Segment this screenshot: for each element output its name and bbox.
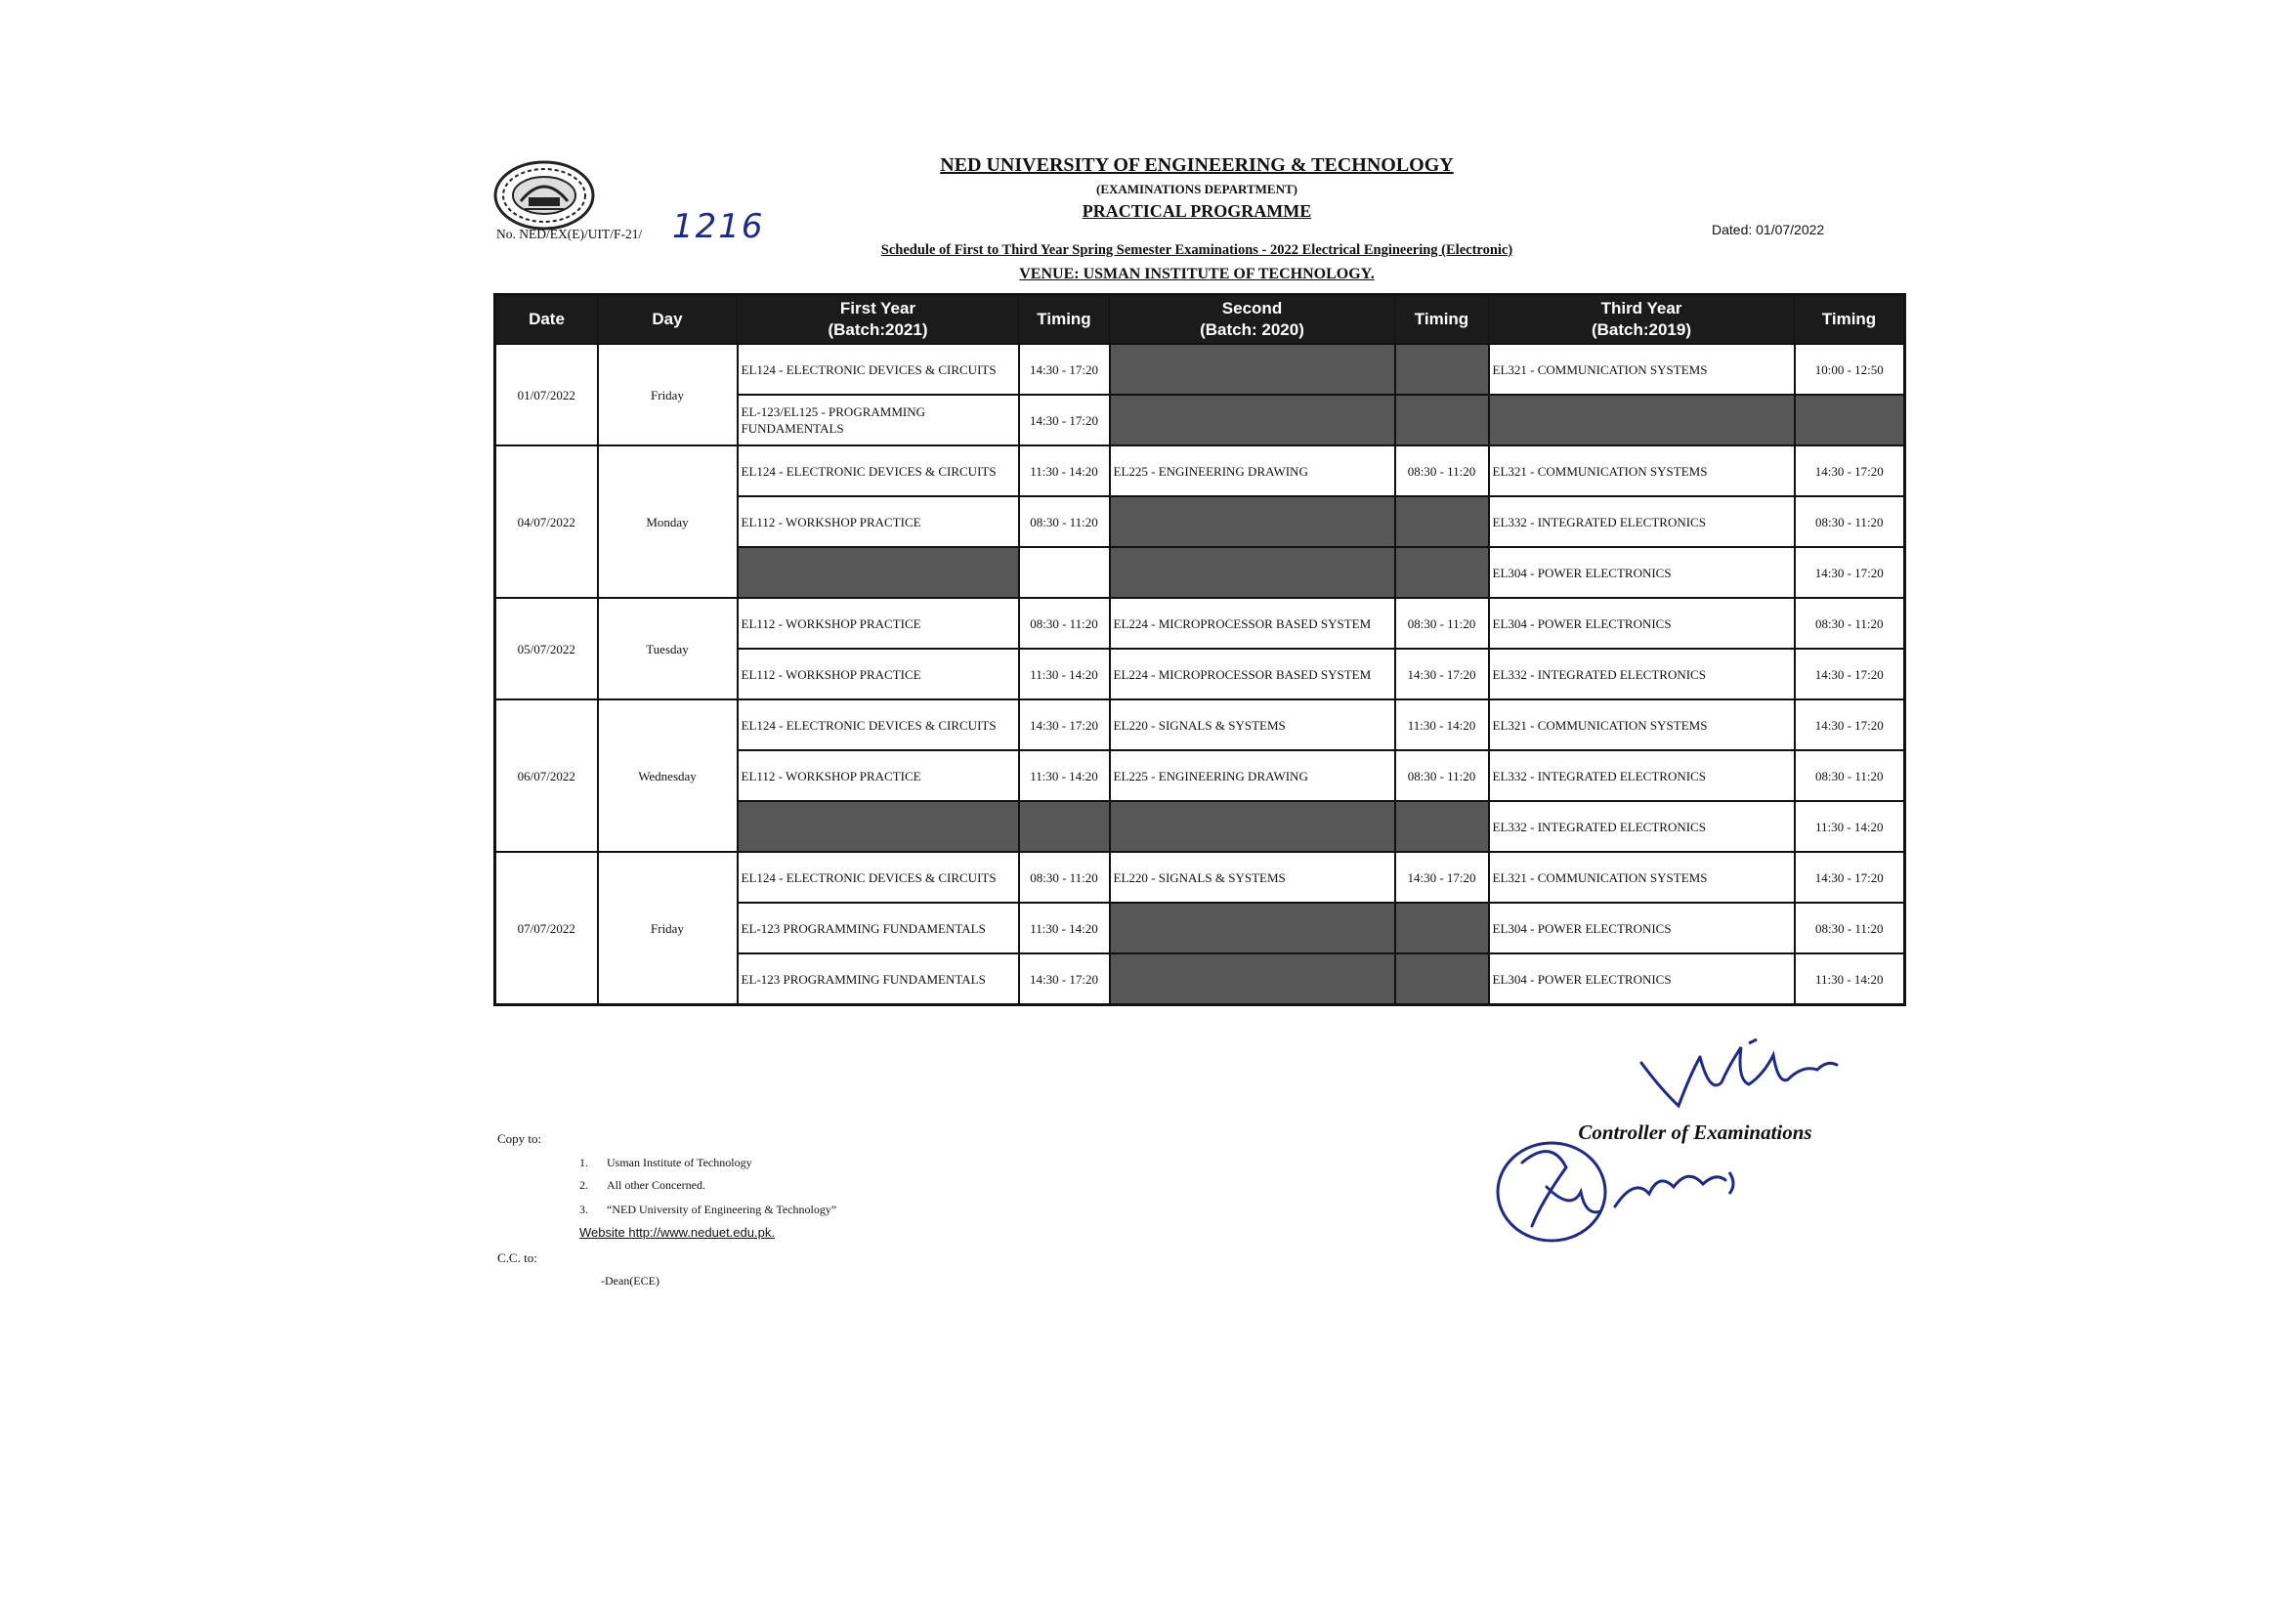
university-seal-logo — [491, 158, 597, 232]
third-year-subject-cell: EL304 - POWER ELECTRONICS — [1489, 953, 1795, 1005]
second-year-timing-cell — [1395, 547, 1489, 598]
second-year-timing-cell — [1395, 903, 1489, 953]
schedule-table — [493, 293, 1906, 1006]
table-row — [495, 445, 1905, 496]
header-first-year-label: First Year — [839, 299, 916, 317]
header-third-timing: Timing — [1795, 295, 1905, 345]
second-year-subject-cell: EL225 - ENGINEERING DRAWING — [1110, 750, 1395, 801]
second-year-subject-cell — [1110, 801, 1395, 852]
first-year-subject-cell: EL124 - ELECTRONIC DEVICES & CIRCUITS — [738, 344, 1019, 395]
second-year-subject-cell — [1110, 395, 1395, 445]
third-year-subject-cell: EL321 - COMMUNICATION SYSTEMS — [1489, 445, 1795, 496]
third-year-subject-cell: EL332 - INTEGRATED ELECTRONICS — [1489, 750, 1795, 801]
first-year-timing-cell: 11:30 - 14:20 — [1019, 649, 1110, 699]
copy-list-item: 2. All other Concerned. — [579, 1178, 705, 1192]
second-year-timing-cell — [1395, 395, 1489, 445]
copy-list-item: 1. Usman Institute of Technology — [579, 1156, 752, 1169]
third-year-subject-cell: EL321 - COMMUNICATION SYSTEMS — [1489, 699, 1795, 750]
third-year-subject-cell: EL304 - POWER ELECTRONICS — [1489, 598, 1795, 649]
third-year-timing-cell: 08:30 - 11:20 — [1795, 496, 1905, 547]
first-year-timing-cell: 08:30 - 11:20 — [1019, 852, 1110, 903]
second-year-timing-cell — [1395, 344, 1489, 395]
day-cell: Friday — [598, 344, 738, 445]
first-year-subject-cell: EL-123/EL125 - PROGRAMMING FUNDAMENTALS — [738, 395, 1019, 445]
second-year-subject-cell — [1110, 903, 1395, 953]
document-date: Dated: 01/07/2022 — [1712, 222, 1825, 237]
website-link[interactable]: Website http://www.neduet.edu.pk. — [579, 1225, 775, 1240]
first-year-timing-cell: 14:30 - 17:20 — [1019, 344, 1110, 395]
first-year-subject-cell — [738, 801, 1019, 852]
date-cell: 04/07/2022 — [495, 445, 598, 598]
schedule-body — [495, 344, 1905, 1005]
first-year-timing-cell: 08:30 - 11:20 — [1019, 598, 1110, 649]
third-year-subject-cell: EL321 - COMMUNICATION SYSTEMS — [1489, 344, 1795, 395]
day-cell: Tuesday — [598, 598, 738, 699]
reference-number-label: No. NED/EX(E)/UIT/F-21/ — [496, 227, 643, 241]
header-third-year-label: Third Year — [1600, 299, 1682, 317]
header-third-year — [1489, 295, 1795, 345]
second-year-subject-cell: EL224 - MICROPROCESSOR BASED SYSTEM — [1110, 649, 1395, 699]
first-year-subject-cell: EL112 - WORKSHOP PRACTICE — [738, 649, 1019, 699]
header-day: Day — [598, 295, 738, 345]
table-row — [495, 344, 1905, 395]
second-year-subject-cell: EL220 - SIGNALS & SYSTEMS — [1110, 699, 1395, 750]
second-year-timing-cell — [1395, 496, 1489, 547]
second-year-subject-cell — [1110, 547, 1395, 598]
table-row — [495, 852, 1905, 903]
first-year-subject-cell: EL112 - WORKSHOP PRACTICE — [738, 496, 1019, 547]
first-year-subject-cell: EL112 - WORKSHOP PRACTICE — [738, 598, 1019, 649]
first-year-timing-cell: 14:30 - 17:20 — [1019, 953, 1110, 1005]
controller-title: Controller of Examinations — [1578, 1121, 1812, 1144]
first-year-subject-cell: EL124 - ELECTRONIC DEVICES & CIRCUITS — [738, 852, 1019, 903]
second-year-timing-cell: 08:30 - 11:20 — [1395, 445, 1489, 496]
third-year-subject-cell: EL304 - POWER ELECTRONICS — [1489, 547, 1795, 598]
table-header-row — [495, 295, 1905, 345]
third-year-subject-cell: EL332 - INTEGRATED ELECTRONICS — [1489, 801, 1795, 852]
first-year-timing-cell: 14:30 - 17:20 — [1019, 395, 1110, 445]
third-year-timing-cell: 14:30 - 17:20 — [1795, 852, 1905, 903]
first-year-timing-cell: 11:30 - 14:20 — [1019, 750, 1110, 801]
second-year-subject-cell: EL225 - ENGINEERING DRAWING — [1110, 445, 1395, 496]
cc-recipient: -Dean(ECE) — [601, 1274, 659, 1288]
header-second-timing: Timing — [1395, 295, 1489, 345]
stamp-signature-icon — [1493, 1133, 1747, 1255]
first-year-subject-cell — [738, 547, 1019, 598]
header-second-year-batch: (Batch: 2020) — [1200, 320, 1304, 339]
programme-title: PRACTICAL PROGRAMME — [1082, 201, 1312, 221]
third-year-timing-cell: 10:00 - 12:50 — [1795, 344, 1905, 395]
third-year-subject-cell — [1489, 395, 1795, 445]
table-row — [495, 598, 1905, 649]
first-year-subject-cell: EL124 - ELECTRONIC DEVICES & CIRCUITS — [738, 699, 1019, 750]
venue-title: VENUE: USMAN INSTITUTE OF TECHNOLOGY. — [1019, 266, 1375, 282]
third-year-timing-cell: 11:30 - 14:20 — [1795, 801, 1905, 852]
date-cell: 05/07/2022 — [495, 598, 598, 699]
second-year-timing-cell: 14:30 - 17:20 — [1395, 852, 1489, 903]
schedule-title: Schedule of First to Third Year Spring Semester Examinations - 2022 Electrical Engineering (Electronic) — [880, 242, 1513, 258]
department-name: (EXAMINATIONS DEPARTMENT) — [1096, 182, 1297, 196]
third-year-timing-cell — [1795, 395, 1905, 445]
signature-icon — [1632, 1036, 1847, 1123]
first-year-timing-cell: 11:30 - 14:20 — [1019, 903, 1110, 953]
third-year-timing-cell: 08:30 - 11:20 — [1795, 903, 1905, 953]
first-year-timing-cell — [1019, 547, 1110, 598]
second-year-subject-cell — [1110, 496, 1395, 547]
third-year-timing-cell: 08:30 - 11:20 — [1795, 598, 1905, 649]
header-date: Date — [495, 295, 598, 345]
third-year-timing-cell: 14:30 - 17:20 — [1795, 547, 1905, 598]
second-year-timing-cell: 08:30 - 11:20 — [1395, 750, 1489, 801]
header-second-year — [1110, 295, 1395, 345]
third-year-subject-cell: EL332 - INTEGRATED ELECTRONICS — [1489, 649, 1795, 699]
third-year-timing-cell: 08:30 - 11:20 — [1795, 750, 1905, 801]
header-third-year-batch: (Batch:2019) — [1591, 320, 1692, 339]
table-row — [495, 699, 1905, 750]
header-first-year — [738, 295, 1019, 345]
second-year-timing-cell: 14:30 - 17:20 — [1395, 649, 1489, 699]
header-first-timing: Timing — [1019, 295, 1110, 345]
date-cell: 07/07/2022 — [495, 852, 598, 1005]
header-second-year-label: Second — [1221, 299, 1283, 317]
day-cell: Wednesday — [598, 699, 738, 852]
second-year-subject-cell: EL220 - SIGNALS & SYSTEMS — [1110, 852, 1395, 903]
first-year-subject-cell: EL124 - ELECTRONIC DEVICES & CIRCUITS — [738, 445, 1019, 496]
date-cell: 01/07/2022 — [495, 344, 598, 445]
copy-to-label: Copy to: — [497, 1131, 542, 1146]
header-first-year-batch: (Batch:2021) — [828, 320, 928, 339]
second-year-subject-cell: EL224 - MICROPROCESSOR BASED SYSTEM — [1110, 598, 1395, 649]
second-year-timing-cell: 08:30 - 11:20 — [1395, 598, 1489, 649]
copy-list-item: 3. “NED University of Engineering & Technology” — [579, 1203, 837, 1216]
third-year-subject-cell: EL304 - POWER ELECTRONICS — [1489, 903, 1795, 953]
third-year-subject-cell: EL321 - COMMUNICATION SYSTEMS — [1489, 852, 1795, 903]
second-year-subject-cell — [1110, 953, 1395, 1005]
first-year-timing-cell: 14:30 - 17:20 — [1019, 699, 1110, 750]
second-year-subject-cell — [1110, 344, 1395, 395]
third-year-timing-cell: 11:30 - 14:20 — [1795, 953, 1905, 1005]
day-cell: Friday — [598, 852, 738, 1005]
second-year-timing-cell — [1395, 801, 1489, 852]
first-year-timing-cell: 08:30 - 11:20 — [1019, 496, 1110, 547]
first-year-subject-cell: EL-123 PROGRAMMING FUNDAMENTALS — [738, 953, 1019, 1005]
third-year-timing-cell: 14:30 - 17:20 — [1795, 445, 1905, 496]
first-year-subject-cell: EL-123 PROGRAMMING FUNDAMENTALS — [738, 903, 1019, 953]
date-cell: 06/07/2022 — [495, 699, 598, 852]
third-year-subject-cell: EL332 - INTEGRATED ELECTRONICS — [1489, 496, 1795, 547]
cc-label: C.C. to: — [497, 1250, 537, 1265]
day-cell: Monday — [598, 445, 738, 598]
third-year-timing-cell: 14:30 - 17:20 — [1795, 699, 1905, 750]
third-year-timing-cell: 14:30 - 17:20 — [1795, 649, 1905, 699]
university-name: NED UNIVERSITY OF ENGINEERING & TECHNOLOGY — [940, 154, 1454, 176]
first-year-timing-cell — [1019, 801, 1110, 852]
first-year-subject-cell: EL112 - WORKSHOP PRACTICE — [738, 750, 1019, 801]
second-year-timing-cell: 11:30 - 14:20 — [1395, 699, 1489, 750]
second-year-timing-cell — [1395, 953, 1489, 1005]
first-year-timing-cell: 11:30 - 14:20 — [1019, 445, 1110, 496]
reference-number-handwritten: 1216 — [672, 207, 765, 246]
